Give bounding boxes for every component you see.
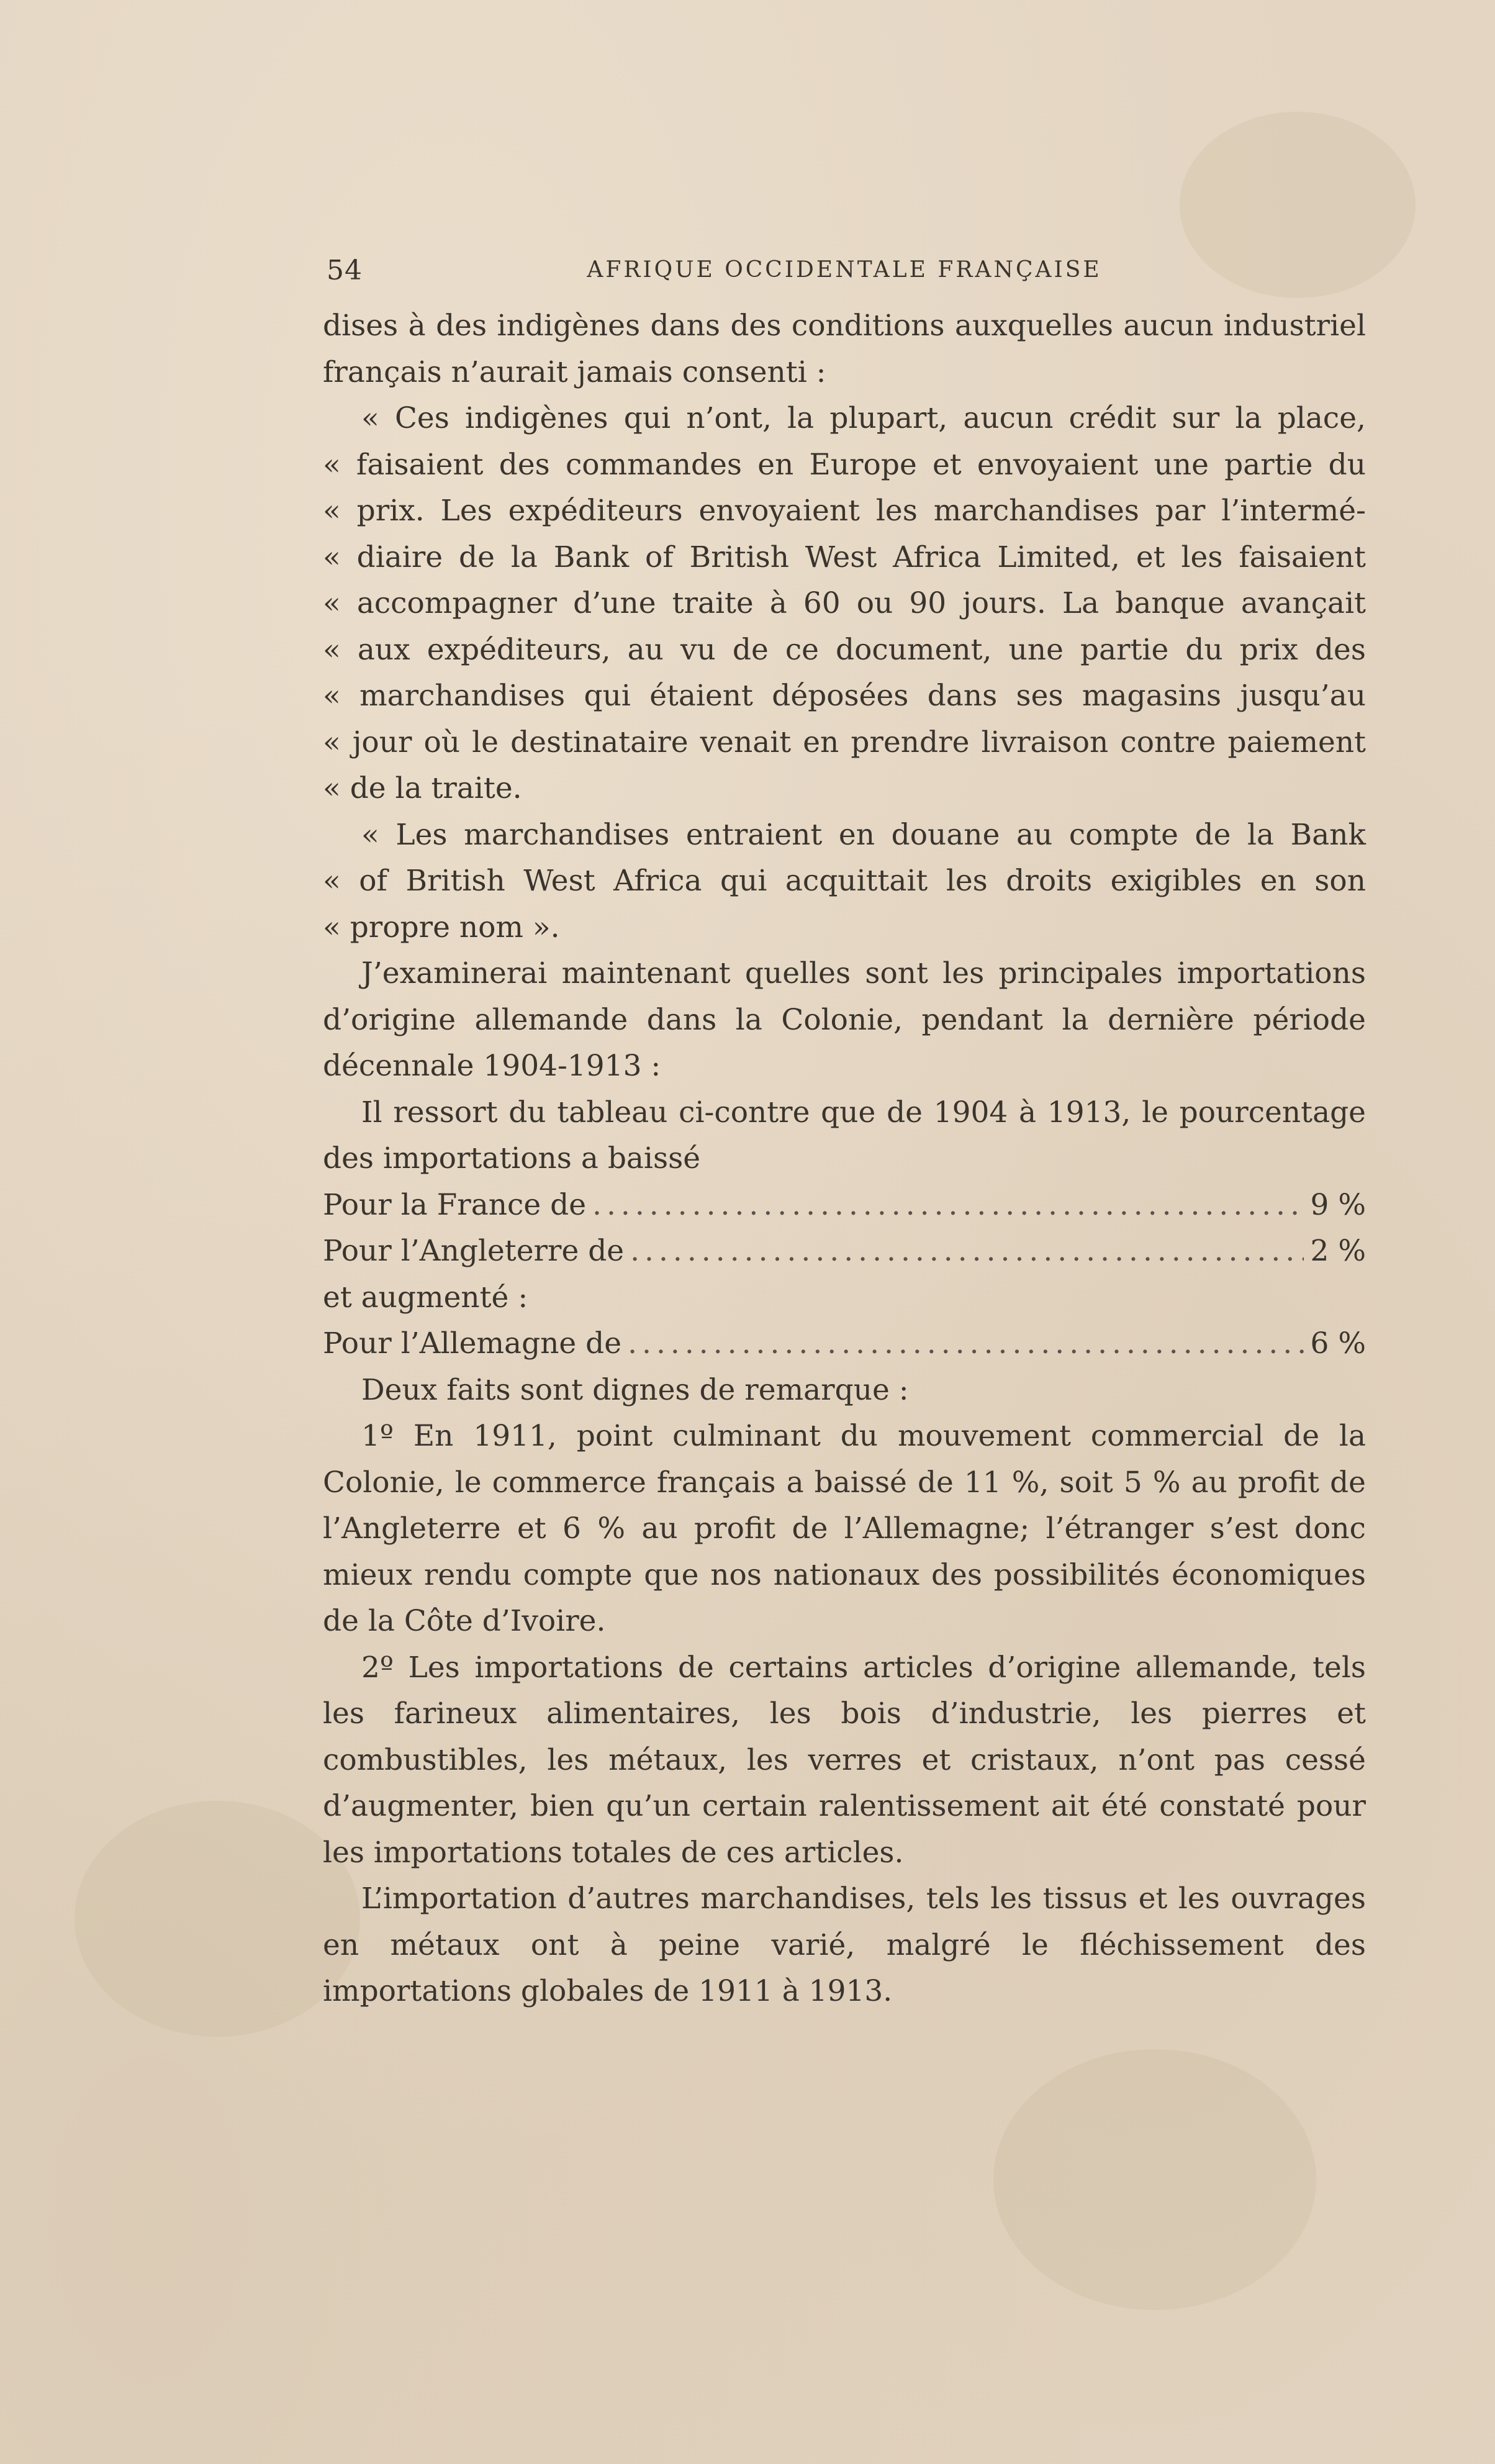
paragraph-continuation: dises à des indigènes dans des conditions auxquelles aucun industriel français n’aurait jamais consenti : (323, 309, 1366, 389)
quote-block-customs (323, 812, 1366, 951)
quote-line: « faisaient des commandes en Europe et envoyaient une partie du (323, 447, 1366, 482)
page-number: 54 (327, 255, 363, 286)
quote-line: « of British West Africa qui acquittait les droits exigibles en son (323, 864, 1366, 898)
paragraph-percentage: Il ressort du tableau ci-contre que de 1904 à 1913, le pourcentage des importations a baissé (323, 1095, 1366, 1175)
paragraph-fact-one: 1º En 1911, point culminant du mouvement commercial de la Colonie, le commerce français a baissé de 11 %, soit 5 % au profit de l’Angleterre et 6 % au profit de l’Allemagne; l’étranger s’est donc mieux rendu compte que nos nationaux des possibilités économiques de la Côte d’Ivoire. (323, 1419, 1366, 1638)
quote-line: « Ces indigènes qui n’ont, la plupart, aucun crédit sur la place, (361, 401, 1366, 435)
quote-line: « diaire de la Bank of British West Africa Limited, et les faisaient (323, 540, 1366, 574)
book-page (323, 248, 1366, 2422)
leader-label: Pour l’Angleterre de (323, 1234, 625, 1268)
leader-list-increase (323, 1321, 1366, 1367)
quote-line: « propre nom ». (323, 910, 560, 944)
quote-line: « marchandises qui étaient déposées dans ses magasins jusqu’au (323, 679, 1366, 713)
leader-row-germany (323, 1321, 1366, 1367)
dot-leader (592, 1182, 1304, 1229)
paragraph-fact-two: 2º Les importations de certains articles d’origine allemande, tels les farineux alimentaires, les bois d’industrie, les pierres et combustibles, les métaux, les verres et cristaux, n’ont pas cessé d’augmenter, bien qu’un certain ralentissement ait été constaté pour les importations totales de ces articles. (323, 1650, 1366, 1870)
dot-leader (628, 1321, 1304, 1367)
quote-line: « Les marchandises entraient en douane au compte de la Bank (361, 817, 1366, 852)
quote-line: « aux expéditeurs, au vu de ce document, une partie du prix des (323, 632, 1366, 667)
leader-value: 9 % (1310, 1187, 1366, 1222)
running-title: AFRIQUE OCCIDENTALE FRANÇAISE (587, 257, 1102, 283)
quote-line: « prix. Les expéditeurs envoyaient les marchandises par l’intermé- (323, 494, 1366, 528)
quote-line: « accompagner d’une traite à 60 ou 90 jours. La banque avançait (323, 586, 1366, 620)
paragraph-german-imports: J’examinerai maintenant quelles sont les principales importations d’origine allemande dans la Colonie, pendant la dernière période décennale 1904-1913 : (323, 956, 1366, 1083)
body-text (323, 303, 1366, 2015)
running-header (323, 248, 1366, 294)
leader-value: 6 % (1310, 1326, 1366, 1361)
dot-leader (630, 1228, 1304, 1275)
paper-stain (75, 1801, 360, 2037)
augmente-label: et augmenté : (323, 1280, 528, 1315)
paragraph-two-facts: Deux faits sont dignes de remarque : (361, 1372, 909, 1407)
leader-row-france (323, 1182, 1366, 1229)
leader-label: Pour la France de (323, 1187, 587, 1222)
leader-row-england (323, 1228, 1366, 1275)
leader-label: Pour l’Allemagne de (323, 1326, 622, 1361)
leader-value: 2 % (1310, 1234, 1366, 1268)
quote-line: « de la traite. (323, 771, 522, 805)
paragraph-other-goods: L’importation d’autres marchandises, tels les tissus et les ouvrages en métaux ont à peine varié, malgré le fléchissement des importations globales de 1911 à 1913. (323, 1882, 1366, 2008)
quote-line: « jour où le destinataire venait en prendre livraison contre paiement (323, 725, 1366, 759)
quote-block-bank (323, 396, 1366, 812)
leader-list-decrease (323, 1182, 1366, 1275)
